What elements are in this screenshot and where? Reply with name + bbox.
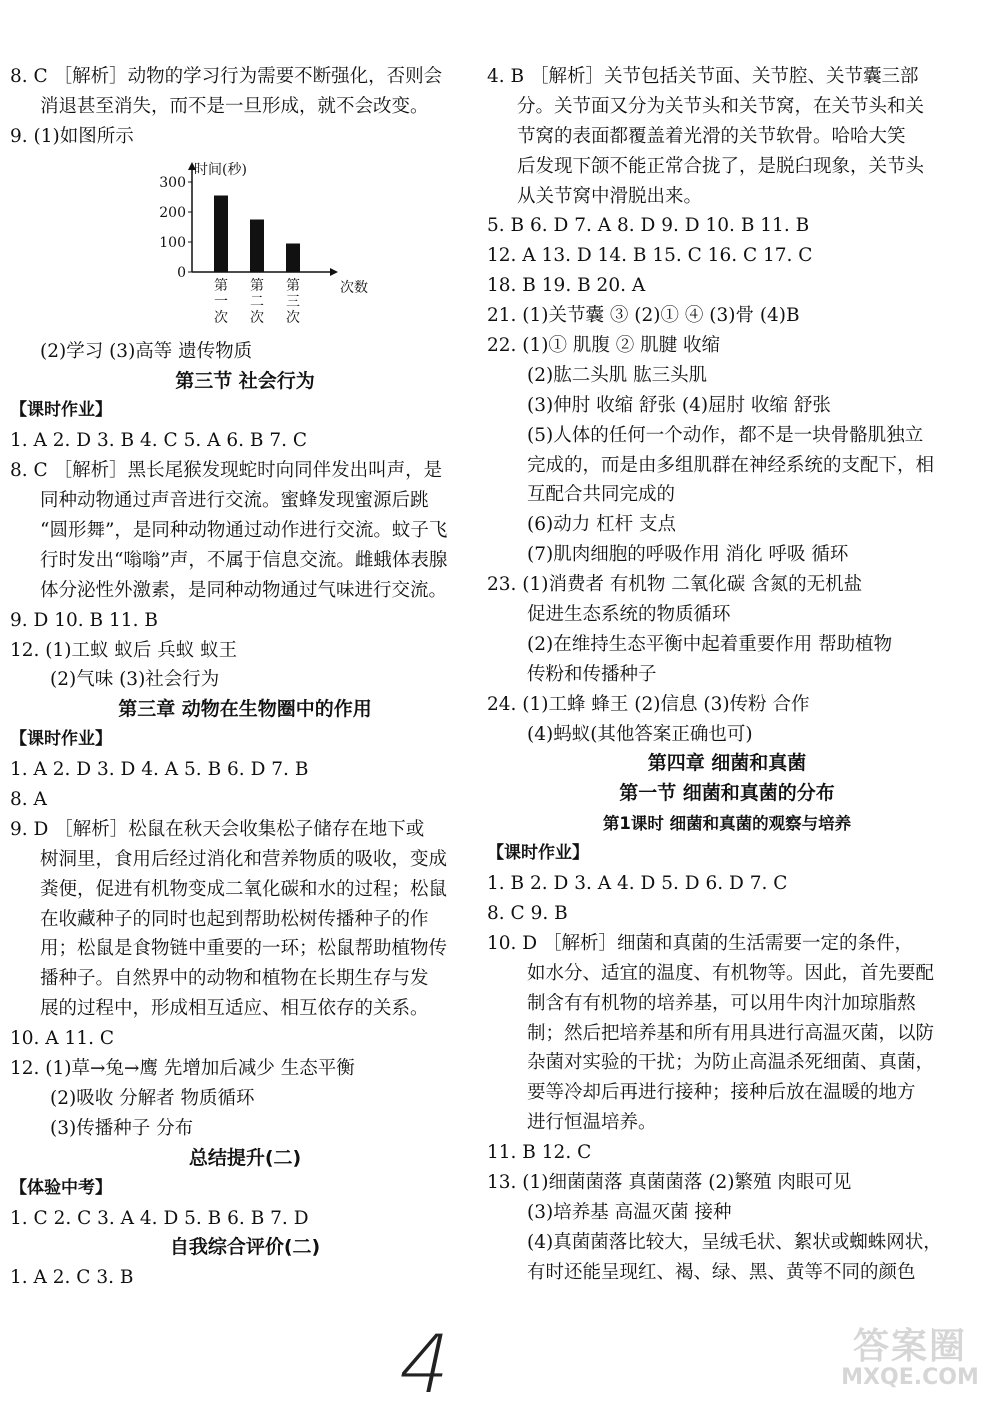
answer-line: 1. B 2. D 3. A 4. D 5. D 6. D 7. C (487, 873, 788, 895)
x-tick-label: 第 (214, 277, 228, 294)
bar-3 (286, 243, 300, 272)
answer-line: 22. (1)① 肌腹 ② 肌腱 收缩 (487, 335, 721, 357)
answer-line: 10. A 11. C (10, 1028, 114, 1050)
answer-line: 用；松鼠是食物链中重要的一环；松鼠帮助植物传 (40, 938, 448, 960)
bar-chart-svg (140, 152, 370, 337)
answer-line: 节窝的表面都覆盖着光滑的关节软骨。哈哈大笑 (517, 125, 906, 147)
answer-line: 4. B ［解析］关节包括关节面、关节腔、关节囊三部 (487, 66, 919, 87)
answer-line: 促进生态系统的物质循环 (527, 604, 731, 626)
answer-line: 13. (1)细菌菌落 真菌菌落 (2)繁殖 肉眼可见 (487, 1171, 852, 1193)
answer-line: 12. (1)草→兔→鹰 先增加后减少 生态平衡 (10, 1058, 355, 1080)
answer-line: 后发现下颌不能正常合拢了，是脱臼现象，关节头 (517, 155, 925, 177)
section-title: 第三节 社会行为 (175, 369, 315, 392)
answer-line: 1. A 2. C 3. B (10, 1267, 134, 1289)
answer-line: 8. C ［解析］黑长尾猴发现蛇时向同伴发出叫声，是 (10, 460, 443, 482)
x-tick-label: 一 (214, 293, 228, 310)
answer-line: (3)传播种子 分布 (50, 1117, 194, 1139)
section-tag: 【课时作业】 (10, 729, 112, 750)
answer-line: 完成的，而是由多组肌群在神经系统的支配下，相 (527, 454, 935, 476)
section-title: 总结提升(二) (188, 1146, 302, 1169)
answer-line: 有时还能呈现红、褐、绿、黑、黄等不同的颜色 (527, 1261, 916, 1283)
answer-line: 杂菌对实验的干扰；为防止高温杀死细菌、真菌， (527, 1052, 935, 1074)
x-tick-label: 三 (286, 293, 300, 310)
answer-line: 23. (1)消费者 有机物 二氧化碳 含氮的无机盐 (487, 574, 863, 596)
left-column (10, 62, 480, 1293)
answer-line: (5)人体的任何一个动作，都不是一块骨骼肌独立 (527, 424, 924, 446)
answer-line: (7)肌肉细胞的呼吸作用 消化 呼吸 循环 (527, 544, 849, 566)
section-title: 自我综合评价(二) (169, 1236, 321, 1259)
answer-line: 24. (1)工蜂 蜂王 (2)信息 (3)传粉 合作 (487, 693, 810, 715)
x-tick-label: 二 (250, 293, 264, 310)
answer-line: (6)动力 杠杆 支点 (527, 514, 676, 536)
answer-line: (4)蚂蚁(其他答案正确也可) (527, 723, 753, 745)
y-axis-label: 时间(秒) (194, 161, 247, 178)
x-tick-label: 次 (214, 309, 228, 326)
right-column (487, 62, 967, 1288)
answer-line: 8. C 9. B (487, 902, 568, 924)
chapter-title: 第四章 细菌和真菌 (647, 752, 807, 775)
answer-line: 互配合共同完成的 (527, 484, 676, 506)
answer-line: 制含有有机物的培养基，可以用牛肉汁加琼脂熬 (527, 992, 916, 1014)
answer-line: (4)真菌菌落比较大，呈绒毛状、絮状或蜘蛛网状， (527, 1231, 942, 1253)
answer-line: 9. D ［解析］松鼠在秋天会收集松子储存在地下或 (10, 818, 425, 840)
answer-line: 制；然后把培养基和所有用具进行高温灭菌，以防 (527, 1022, 935, 1044)
section-title: 第一节 细菌和真菌的分布 (619, 782, 835, 805)
lesson-title: 第1课时 细菌和真菌的观察与培养 (602, 814, 852, 834)
y-tick-label: 100 (159, 234, 186, 251)
answer-line: (2)气味 (3)社会行为 (50, 669, 220, 691)
answer-line: 9. D 10. B 11. B (10, 609, 158, 631)
answer-line: 从关节窝中滑脱出来。 (517, 185, 703, 207)
answer-line: 12. (1)工蚁 蚁后 兵蚁 蚁王 (10, 639, 238, 661)
watermark-logo (830, 1318, 990, 1390)
answer-line: 1. C 2. C 3. A 4. D 5. B 6. B 7. D (10, 1207, 309, 1229)
answer-line: 同种动物通过声音进行交流。蜜蜂发现蜜源后跳 (40, 490, 429, 512)
answer-line: 5. B 6. D 7. A 8. D 9. D 10. B 11. B (487, 215, 810, 237)
answer-line: 体分泌性外激素，是同种动物通过气味进行交流。 (40, 579, 448, 601)
x-axis-label: 次数 (340, 279, 368, 296)
y-tick-label: 200 (159, 204, 186, 221)
y-tick-label: 0 (177, 264, 186, 281)
answer-line: 在收藏种子的同时也起到帮助松树传播种子的作 (40, 908, 429, 930)
handwritten-page-number: 4 (390, 1318, 461, 1411)
answer-line: 传粉和传播种子 (527, 663, 657, 685)
answer-line: (3)伸肘 收缩 舒张 (4)屈肘 收缩 舒张 (527, 394, 831, 416)
answer-line: (2)在维持生态平衡中起着重要作用 帮助植物 (527, 633, 893, 655)
answer-line: 12. A 13. D 14. B 15. C 16. C 17. C (487, 245, 813, 267)
answer-line: 1. A 2. D 3. D 4. A 5. B 6. D 7. B (10, 759, 309, 781)
watermark-url: MXQE.COM (841, 1365, 979, 1390)
answer-line: (2)肱二头肌 肱三头肌 (527, 364, 708, 386)
watermark-mark: 答案圈 (852, 1326, 967, 1367)
answer-line: 10. D ［解析］细菌和真菌的生活需要一定的条件， (487, 932, 914, 954)
answer-line: 分。关节面又分为关节头和关节窝，在关节头和关 (517, 95, 925, 117)
answer-line: 8. C ［解析］动物的学习行为需要不断强化，否则会 (10, 66, 443, 87)
bar-2 (250, 219, 264, 272)
x-tick-label: 第 (250, 277, 264, 294)
x-tick-label: 次 (250, 309, 264, 326)
bar-chart (10, 152, 480, 337)
section-tag: 【课时作业】 (487, 843, 589, 864)
answer-line: 展的过程中，形成相互适应、相互依存的关系。 (40, 998, 429, 1020)
answer-line: 如水分、适宜的温度、有机物等。因此，首先要配 (527, 962, 935, 984)
answer-line: 粪便，促进有机物变成二氧化碳和水的过程；松鼠 (40, 878, 448, 900)
chapter-title: 第三章 动物在生物圈中的作用 (118, 698, 372, 721)
answer-line: 11. B 12. C (487, 1142, 592, 1164)
answer-line: 进行恒温培养。 (527, 1112, 657, 1134)
answer-line: 18. B 19. B 20. A (487, 275, 646, 297)
answer-line: 1. A 2. D 3. B 4. C 5. A 6. B 7. C (10, 430, 308, 452)
section-tag: 【体验中考】 (10, 1177, 112, 1198)
x-axis-arrow (330, 268, 338, 276)
answer-line: 行时发出“嗡嗡”声，不属于信息交流。雌蛾体表腺 (40, 549, 448, 571)
answer-line: 树洞里，食用后经过消化和营养物质的吸收，变成 (40, 848, 448, 870)
answer-line: 播种子。自然界中的动物和植物在长期生存与发 (40, 968, 429, 990)
answer-line: 9. (1)如图所示 (10, 125, 134, 147)
answer-line: 8. A (10, 789, 47, 811)
answer-line: 消退甚至消失，而不是一旦形成，就不会改变。 (40, 95, 429, 117)
y-tick-label: 300 (159, 174, 186, 191)
answer-line: (2)吸收 分解者 物质循环 (50, 1087, 255, 1109)
answer-line: “圆形舞”，是同种动物通过动作进行交流。蚊子飞 (40, 520, 448, 542)
answer-line: 21. (1)关节囊 ③ (2)① ④ (3)骨 (4)B (487, 305, 800, 327)
bar-1 (214, 195, 228, 272)
x-tick-label: 第 (286, 277, 300, 294)
answer-line: (2)学习 (3)高等 遗传物质 (40, 340, 253, 362)
answer-line: 要等冷却后再进行接种；接种后放在温暖的地方 (527, 1082, 916, 1104)
x-tick-label: 次 (286, 309, 300, 326)
section-tag: 【课时作业】 (10, 400, 112, 421)
answer-line: (3)培养基 高温灭菌 接种 (527, 1201, 732, 1223)
